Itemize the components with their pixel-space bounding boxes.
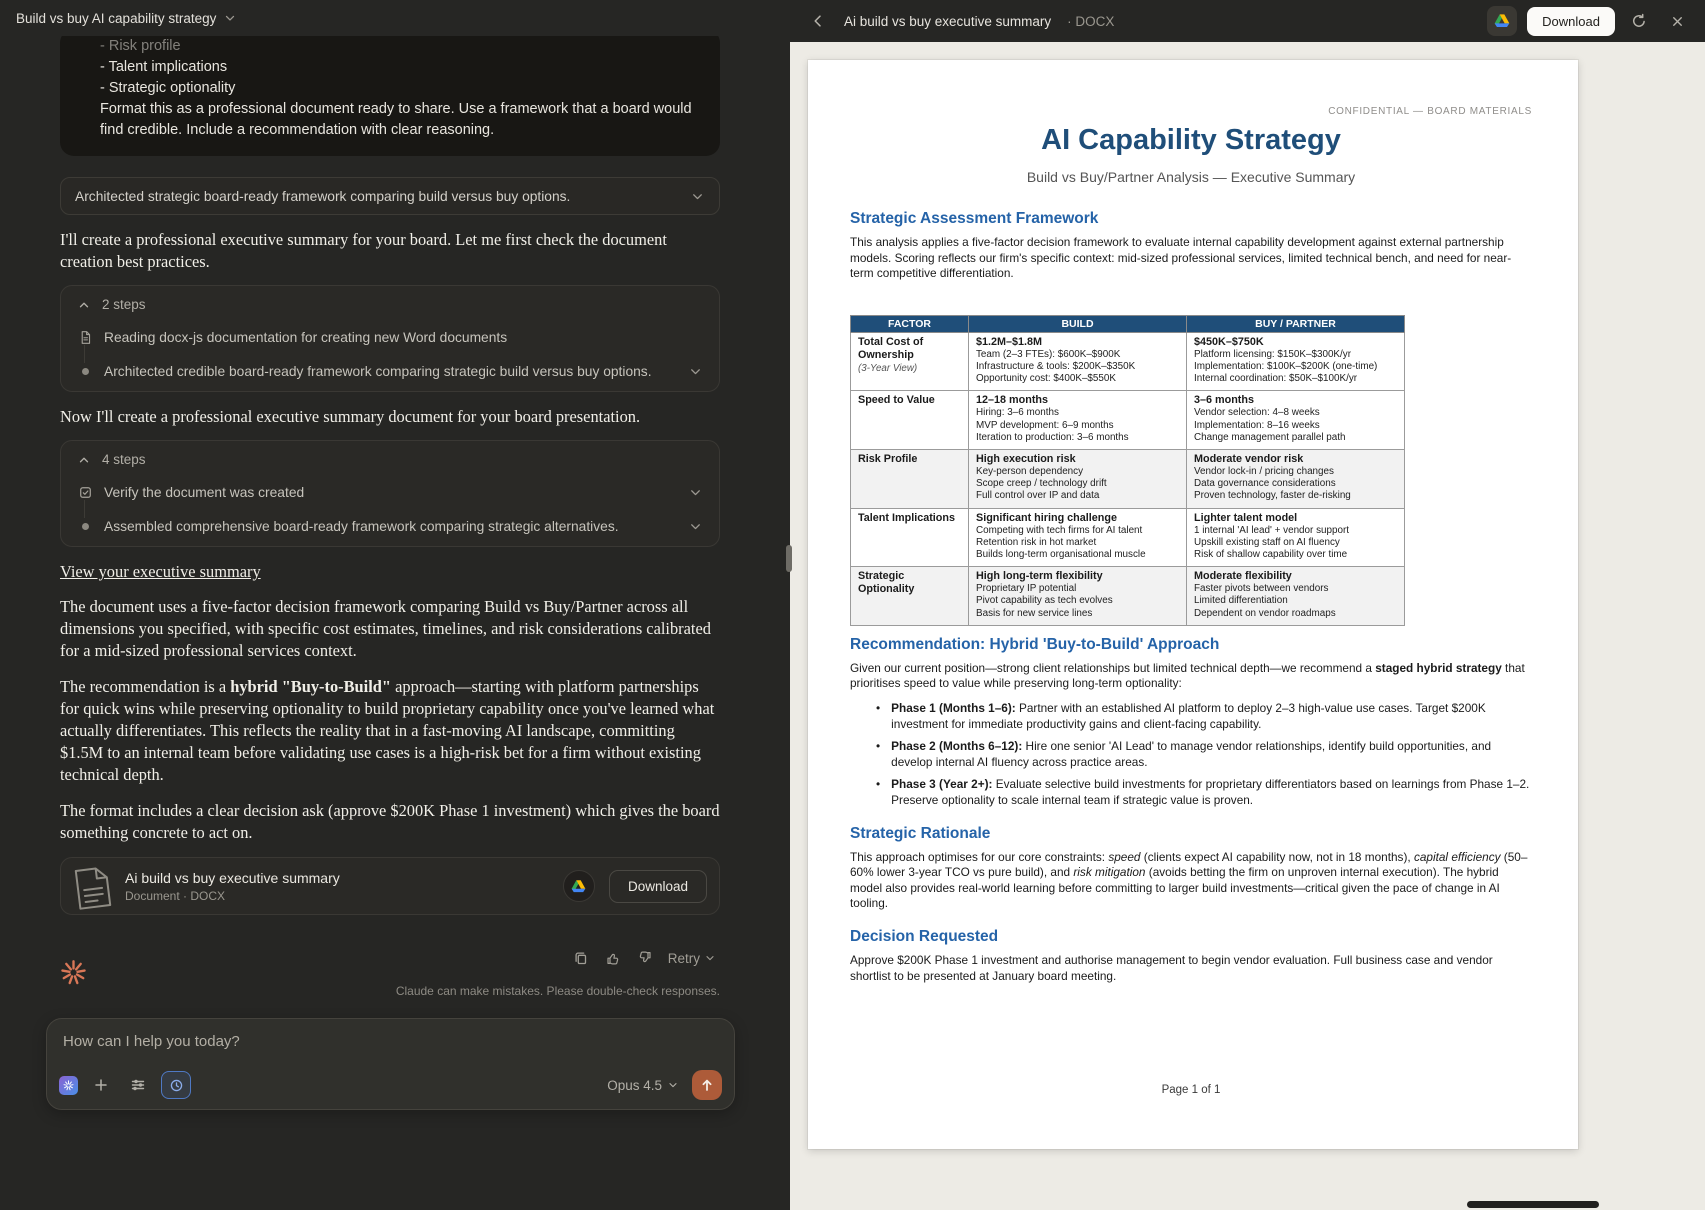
section-heading: Strategic Assessment Framework — [850, 210, 1099, 227]
copy-icon — [573, 950, 589, 966]
back-arrow-icon — [810, 13, 826, 29]
step-item[interactable] — [61, 475, 719, 509]
steps-count-label: 2 steps — [102, 297, 146, 312]
app-icon[interactable] — [59, 1076, 78, 1095]
step-label: Assembled comprehensive board-ready framework comparing strategic alternatives. — [104, 518, 619, 534]
collapsed-thought-bar[interactable] — [60, 177, 720, 215]
section-heading: Decision Requested — [850, 927, 999, 945]
chevron-down-icon — [704, 952, 716, 964]
document-title: AI Capability Strategy — [1041, 124, 1341, 156]
document-subtitle: Build vs Buy/Partner Analysis — Executive Summary — [1026, 169, 1356, 185]
user-message — [60, 36, 720, 156]
starburst-icon — [63, 1080, 74, 1091]
chevron-down-icon — [667, 1079, 679, 1091]
table-row: Talent Implications Significant hiring challenge Competing with tech firms for AI talent Retention risk in hot market Builds long-term organisational muscle Lighter talent model 1 internal 'AI lead' + vendor support Upskill existing staff on AI fluency Risk of shallow capability over time — [851, 508, 1405, 567]
thumbs-down-button[interactable] — [632, 945, 658, 971]
table-row: Strategic Optionality High long-term flexibility Proprietary IP potential Pivot capability as tech evolves Basis for new service lines Moderate flexibility Faster pivots between vendors Limited differentiation Dependent on vendor roadmaps — [851, 567, 1405, 626]
model-selector[interactable] — [607, 1078, 679, 1093]
chat-panel — [0, 0, 790, 1210]
model-label: Opus 4.5 — [607, 1077, 662, 1093]
thumbs-down-icon — [637, 950, 653, 966]
file-title: Ai build vs buy executive summary — [125, 869, 340, 886]
steps-panel — [60, 440, 720, 547]
step-label: Architected credible board-ready framework comparing strategic build versus buy options. — [104, 363, 652, 379]
list-item: • Phase 1 (Months 1–6): Partner with an established AI platform to deploy 2–3 high-value use cases. Target $200K investment for immediate productivity gains and client-facing capability. — [876, 701, 1486, 731]
confidential-watermark: CONFIDENTIAL — BOARD MATERIALS — [1328, 106, 1532, 117]
comparison-table — [850, 315, 1405, 626]
google-drive-icon — [1494, 13, 1510, 29]
user-message-line: - Risk profile — [100, 38, 181, 54]
chevron-down-icon[interactable] — [688, 519, 703, 534]
file-meta: Document · DOCX — [125, 888, 226, 903]
user-message-line: - Strategic optionality — [100, 80, 236, 96]
arrow-up-icon — [699, 1077, 715, 1093]
tools-button[interactable] — [124, 1072, 152, 1098]
bullet-dot-icon — [82, 368, 89, 375]
preview-header — [790, 0, 1705, 42]
steps-count-label: 4 steps — [102, 452, 146, 467]
message-composer[interactable] — [46, 1018, 735, 1110]
steps-panel-header[interactable] — [61, 289, 719, 320]
download-button[interactable]: Download — [1527, 7, 1615, 36]
table-header-row — [851, 315, 1405, 332]
document-thumbnail-icon — [73, 865, 114, 911]
thumbs-up-icon — [605, 950, 621, 966]
thumbs-up-button[interactable] — [600, 945, 626, 971]
assistant-paragraph: The format includes a clear decision ask (approve $200K Phase 1 investment) which gives the board something concrete to act on. — [60, 801, 720, 842]
save-to-drive-button[interactable] — [563, 870, 595, 902]
copy-button[interactable] — [568, 945, 594, 971]
verify-icon — [78, 485, 93, 500]
preview-doctype: · DOCX — [1067, 13, 1115, 29]
assistant-paragraph: I'll create a professional executive summary for your board. Let me first check the document creation best practices. — [60, 230, 667, 271]
chevron-down-icon[interactable] — [223, 11, 237, 25]
table-row: Risk Profile High execution risk Key-person dependency Scope creep / technology drift Full control over IP and data Moderate vendor risk Vendor lock-in / pricing changes Data governance considerations Proven technology, faster de-risking — [851, 450, 1405, 509]
table-row: Total Cost of Ownership (3-Year View) $1.2M–$1.8M Team (2–3 FTEs): $600K–$900K Infrastructure & tools: $200K–$350K Opportunity cost: $400K–$550K $450K–$750K Platform licensing: $150K–$300K/yr Implementation: $100K–$200K (one-time) Internal coordination: $50K–$100K/yr — [851, 332, 1405, 391]
document-page — [808, 60, 1578, 1149]
chevron-up-icon — [77, 453, 91, 467]
horizontal-scrollbar[interactable] — [1467, 1201, 1599, 1208]
send-button[interactable] — [692, 1070, 722, 1100]
attach-button[interactable] — [87, 1072, 115, 1098]
column-header: BUILD — [969, 315, 1187, 332]
section-paragraph: Approve $200K Phase 1 investment and authorise management to begin vendor evaluation. Full business case and vendor shortlist to be presented at January board meeting. — [850, 952, 1493, 983]
steps-panel — [60, 285, 720, 392]
refresh-button[interactable] — [1625, 7, 1653, 35]
plus-icon — [93, 1077, 109, 1093]
back-button[interactable] — [804, 7, 832, 35]
section-paragraph: This approach optimises for our core constraints: speed (clients expect AI capability now, not in 18 months), capital efficiency (50–60% lower 3-year TCO vs pure build), and risk mitigation (avoids betting the firm on unproven internal execution). The hybrid model also provides real-world learning before committing to larger build investments—critical given the pace of change in AI tooling. — [850, 849, 1528, 911]
docx-file-icon — [78, 330, 93, 345]
assistant-paragraph: The recommendation is a hybrid "Buy-to-Build" approach—starting with platform partnerships for quick wins while preserving optionality to build proprietary capability once you've learned what actually differentiates. This reflects the reality that in a fast-moving AI landscape, committing $1.5M to an internal team before validating use cases is a high-risk bet for a firm without existing technical depth. — [60, 677, 715, 784]
conversation-title[interactable]: Build vs buy AI capability strategy — [16, 10, 217, 26]
steps-panel-header[interactable] — [61, 444, 719, 475]
section-paragraph: This analysis applies a five-factor decision framework to evaluate internal capability development against external partnership models. Scoring reflects our firm's specific context: mid-sized professional services, limited technical bench, and need for near-term competitive differentiation. — [850, 235, 1512, 281]
history-button[interactable] — [161, 1071, 191, 1099]
step-label: Verify the document was created — [104, 484, 305, 500]
table-row: Speed to Value 12–18 months Hiring: 3–6 months MVP development: 6–9 months Iteration to production: 3–6 months 3–6 months Vendor selection: 4–8 weeks Implementation: 8–16 weeks Change management parallel path — [851, 391, 1405, 450]
chevron-up-icon — [77, 298, 91, 312]
section-paragraph: Given our current position—strong client relationships but limited technical depth—we recommend a staged hybrid strategy that prioritises speed to value while preserving long-term optionality: — [850, 660, 1525, 691]
step-item[interactable] — [61, 354, 719, 388]
preview-title: Ai build vs buy executive summary — [844, 13, 1052, 29]
document-viewport — [790, 42, 1705, 1210]
assistant-paragraph: The document uses a five-factor decision framework comparing Build vs Buy/Partner across all dimensions you specified, with specific cost estimates, timelines, and risk considerations calibrated for a mid-sized professional services context. — [60, 597, 711, 660]
section-heading: Recommendation: Hybrid 'Buy-to-Build' Approach — [850, 635, 1220, 653]
conversation-header — [0, 0, 790, 36]
sliders-icon — [130, 1077, 146, 1093]
user-message-text: Format this as a professional document ready to share. Use a framework that a board would find credible. Include a recommendation with clear reasoning. — [100, 101, 692, 138]
download-button[interactable]: Download — [609, 870, 707, 903]
file-attachment-card[interactable] — [60, 857, 720, 915]
chevron-down-icon[interactable] — [688, 485, 703, 500]
refresh-icon — [1631, 13, 1647, 29]
step-item[interactable] — [61, 320, 719, 354]
column-header: FACTOR — [851, 315, 969, 332]
step-item[interactable] — [61, 509, 719, 543]
disclaimer-text: Claude can make mistakes. Please double-check responses. — [395, 984, 720, 998]
list-item: • Phase 3 (Year 2+): Evaluate selective build investments for proprietary differentiators based on learnings from Phase 1–2. Preserve optionality to scale internal team if strategic value is proven. — [876, 777, 1530, 807]
phase-bullet-list — [850, 701, 1532, 809]
close-button[interactable] — [1663, 7, 1691, 35]
document-preview-panel — [790, 0, 1705, 1210]
user-message-line: - Talent implications — [100, 59, 228, 75]
bullet-dot-icon — [82, 523, 89, 530]
list-item: • Phase 2 (Months 6–12): Hire one senior 'AI Lead' to manage vendor relationships, identify build opportunities, and develop internal AI fluency across practice areas. — [876, 739, 1492, 769]
chevron-down-icon[interactable] — [690, 189, 705, 204]
column-header: BUY / PARTNER — [1187, 315, 1405, 332]
close-icon — [1670, 14, 1685, 29]
google-drive-icon — [571, 879, 586, 894]
collapsed-thought-label: Architected strategic board-ready framework comparing build versus buy options. — [75, 188, 571, 204]
chat-input[interactable] — [61, 1032, 724, 1051]
panel-resize-handle[interactable] — [786, 545, 792, 572]
save-to-drive-button[interactable] — [1487, 6, 1517, 36]
chevron-down-icon[interactable] — [688, 364, 703, 379]
step-label: Reading docx-js documentation for creating new Word documents — [104, 329, 508, 345]
section-heading: Strategic Rationale — [850, 824, 991, 842]
page-number: Page 1 of 1 — [1161, 1084, 1221, 1097]
assistant-paragraph: Now I'll create a professional executive summary document for your board presentation. — [60, 407, 641, 426]
retry-button[interactable]: Retry — [664, 951, 720, 966]
clock-icon — [169, 1078, 184, 1093]
view-summary-link[interactable]: View your executive summary — [60, 562, 261, 581]
claude-logo-icon — [60, 959, 87, 986]
